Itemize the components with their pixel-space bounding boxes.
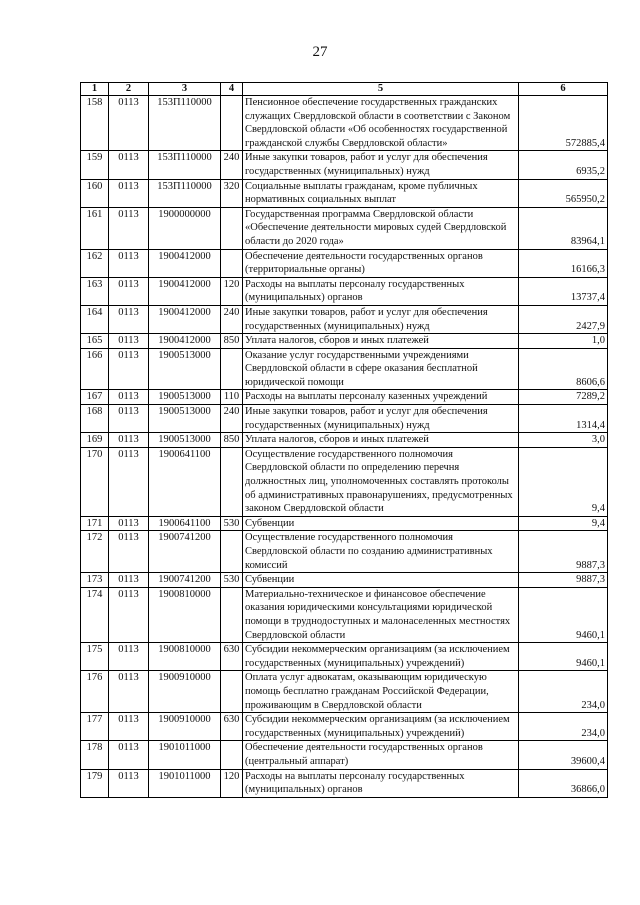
row-number-cell: 164 [81, 305, 109, 333]
expense-type-cell [221, 207, 243, 249]
target-code-cell: 1901011000 [149, 741, 221, 769]
section-code-cell: 0113 [109, 179, 149, 207]
section-code-cell: 0113 [109, 447, 149, 516]
expense-type-cell [221, 741, 243, 769]
row-number-cell: 163 [81, 277, 109, 305]
target-code-cell: 1900741200 [149, 531, 221, 573]
row-number-cell: 159 [81, 151, 109, 179]
table-row [81, 405, 608, 433]
target-code-cell: 1900412000 [149, 277, 221, 305]
table-row [81, 769, 608, 797]
expense-type-cell: 240 [221, 151, 243, 179]
amount-cell: 9887,3 [519, 573, 608, 588]
row-number-cell: 169 [81, 433, 109, 448]
table-row [81, 643, 608, 671]
header-cell-section-code: 2 [109, 83, 149, 96]
table-row [81, 96, 608, 151]
section-code-cell: 0113 [109, 741, 149, 769]
target-code-cell: 1900412000 [149, 305, 221, 333]
section-code-cell: 0113 [109, 151, 149, 179]
header-cell-expense-type: 4 [221, 83, 243, 96]
section-code-cell: 0113 [109, 671, 149, 713]
section-code-cell: 0113 [109, 348, 149, 390]
target-code-cell: 1900910000 [149, 671, 221, 713]
description-cell: Расходы на выплаты персоналу государственных (муниципальных) органов [243, 769, 519, 797]
row-number-cell: 178 [81, 741, 109, 769]
section-code-cell: 0113 [109, 207, 149, 249]
section-code-cell: 0113 [109, 277, 149, 305]
description-cell: Осуществление государственного полномочия Свердловской области по созданию административных комиссий [243, 531, 519, 573]
description-cell: Субвенции [243, 516, 519, 531]
expense-type-cell [221, 348, 243, 390]
row-number-cell: 177 [81, 713, 109, 741]
table-header-row [81, 83, 608, 96]
expense-type-cell: 850 [221, 334, 243, 349]
amount-cell: 13737,4 [519, 277, 608, 305]
target-code-cell: 1900513000 [149, 390, 221, 405]
description-cell: Иные закупки товаров, работ и услуг для обеспечения государственных (муниципальных) нужд [243, 405, 519, 433]
expense-type-cell [221, 249, 243, 277]
description-cell: Расходы на выплаты персоналу государственных (муниципальных) органов [243, 277, 519, 305]
header-cell-row-number: 1 [81, 83, 109, 96]
table-row [81, 516, 608, 531]
target-code-cell: 1900412000 [149, 249, 221, 277]
expense-type-cell: 240 [221, 405, 243, 433]
amount-cell: 36866,0 [519, 769, 608, 797]
description-cell: Субсидии некоммерческим организациям (за исключением государственных (муниципальных) учреждений) [243, 643, 519, 671]
amount-cell: 234,0 [519, 671, 608, 713]
description-cell: Уплата налогов, сборов и иных платежей [243, 334, 519, 349]
description-cell: Пенсионное обеспечение государственных гражданских служащих Свердловской области в соответствии с Законом Свердловской области «Об особенностях государственной гражданской службы Свердловской области» [243, 96, 519, 151]
expense-type-cell: 120 [221, 769, 243, 797]
amount-cell: 9460,1 [519, 587, 608, 642]
table-row [81, 334, 608, 349]
table-row [81, 207, 608, 249]
page-number: 27 [312, 44, 328, 60]
section-code-cell: 0113 [109, 713, 149, 741]
row-number-cell: 170 [81, 447, 109, 516]
expense-type-cell [221, 96, 243, 151]
table-row [81, 671, 608, 713]
table-row [81, 713, 608, 741]
table-row [81, 531, 608, 573]
section-code-cell: 0113 [109, 531, 149, 573]
target-code-cell: 153П110000 [149, 96, 221, 151]
table-row [81, 573, 608, 588]
row-number-cell: 158 [81, 96, 109, 151]
row-number-cell: 175 [81, 643, 109, 671]
description-cell: Уплата налогов, сборов и иных платежей [243, 433, 519, 448]
target-code-cell: 1900741200 [149, 573, 221, 588]
amount-cell: 2427,9 [519, 305, 608, 333]
amount-cell: 565950,2 [519, 179, 608, 207]
target-code-cell: 1900000000 [149, 207, 221, 249]
amount-cell: 39600,4 [519, 741, 608, 769]
expense-type-cell: 630 [221, 713, 243, 741]
expense-type-cell: 850 [221, 433, 243, 448]
target-code-cell: 1901011000 [149, 769, 221, 797]
target-code-cell: 1900641100 [149, 516, 221, 531]
table-row [81, 587, 608, 642]
target-code-cell: 1900910000 [149, 713, 221, 741]
section-code-cell: 0113 [109, 249, 149, 277]
description-cell: Субвенции [243, 573, 519, 588]
row-number-cell: 160 [81, 179, 109, 207]
target-code-cell: 1900412000 [149, 334, 221, 349]
amount-cell: 9,4 [519, 447, 608, 516]
row-number-cell: 171 [81, 516, 109, 531]
expense-type-cell [221, 531, 243, 573]
expense-type-cell [221, 447, 243, 516]
header-cell-amount: 6 [519, 83, 608, 96]
section-code-cell: 0113 [109, 587, 149, 642]
expense-type-cell: 530 [221, 573, 243, 588]
section-code-cell: 0113 [109, 334, 149, 349]
row-number-cell: 167 [81, 390, 109, 405]
amount-cell: 9460,1 [519, 643, 608, 671]
section-code-cell: 0113 [109, 305, 149, 333]
amount-cell: 9887,3 [519, 531, 608, 573]
amount-cell: 16166,3 [519, 249, 608, 277]
table-row [81, 741, 608, 769]
expense-type-cell: 530 [221, 516, 243, 531]
target-code-cell: 153П110000 [149, 179, 221, 207]
expense-type-cell: 120 [221, 277, 243, 305]
amount-cell: 9,4 [519, 516, 608, 531]
table-row [81, 447, 608, 516]
target-code-cell: 1900810000 [149, 587, 221, 642]
table-row [81, 277, 608, 305]
target-code-cell: 1900513000 [149, 433, 221, 448]
description-cell: Государственная программа Свердловской области «Обеспечение деятельности мировых судей Свердловской области до 2020 года» [243, 207, 519, 249]
amount-cell: 3,0 [519, 433, 608, 448]
section-code-cell: 0113 [109, 516, 149, 531]
row-number-cell: 162 [81, 249, 109, 277]
row-number-cell: 179 [81, 769, 109, 797]
table-row [81, 348, 608, 390]
description-cell: Социальные выплаты гражданам, кроме публичных нормативных социальных выплат [243, 179, 519, 207]
expense-type-cell: 320 [221, 179, 243, 207]
amount-cell: 1314,4 [519, 405, 608, 433]
target-code-cell: 1900513000 [149, 405, 221, 433]
table-row [81, 249, 608, 277]
row-number-cell: 161 [81, 207, 109, 249]
description-cell: Материально-техническое и финансовое обеспечение оказания юридическими консультациями юридической помощи в труднодоступных и малонаселенных местностях Свердловской области [243, 587, 519, 642]
expense-type-cell [221, 587, 243, 642]
budget-table [80, 82, 608, 798]
amount-cell: 572885,4 [519, 96, 608, 151]
expense-type-cell [221, 671, 243, 713]
row-number-cell: 173 [81, 573, 109, 588]
header-cell-description: 5 [243, 83, 519, 96]
section-code-cell: 0113 [109, 390, 149, 405]
section-code-cell: 0113 [109, 405, 149, 433]
amount-cell: 7289,2 [519, 390, 608, 405]
expense-type-cell: 630 [221, 643, 243, 671]
description-cell: Иные закупки товаров, работ и услуг для обеспечения государственных (муниципальных) нужд [243, 305, 519, 333]
section-code-cell: 0113 [109, 643, 149, 671]
description-cell: Субсидии некоммерческим организациям (за исключением государственных (муниципальных) учреждений) [243, 713, 519, 741]
description-cell: Расходы на выплаты персоналу казенных учреждений [243, 390, 519, 405]
row-number-cell: 168 [81, 405, 109, 433]
section-code-cell: 0113 [109, 433, 149, 448]
amount-cell: 6935,2 [519, 151, 608, 179]
amount-cell: 8606,6 [519, 348, 608, 390]
expense-type-cell: 240 [221, 305, 243, 333]
target-code-cell: 1900810000 [149, 643, 221, 671]
section-code-cell: 0113 [109, 573, 149, 588]
amount-cell: 234,0 [519, 713, 608, 741]
description-cell: Оказание услуг государственными учреждениями Свердловской области в сфере оказания бесплатной юридической помощи [243, 348, 519, 390]
target-code-cell: 1900513000 [149, 348, 221, 390]
target-code-cell: 153П110000 [149, 151, 221, 179]
row-number-cell: 166 [81, 348, 109, 390]
description-cell: Осуществление государственного полномочия Свердловской области по определению перечня должностных лиц, уполномоченных составлять протоколы об административных правонарушениях, предусмотренных законом Свердловской области [243, 447, 519, 516]
expense-type-cell: 110 [221, 390, 243, 405]
section-code-cell: 0113 [109, 96, 149, 151]
table-row [81, 305, 608, 333]
row-number-cell: 165 [81, 334, 109, 349]
amount-cell: 1,0 [519, 334, 608, 349]
row-number-cell: 172 [81, 531, 109, 573]
amount-cell: 83964,1 [519, 207, 608, 249]
target-code-cell: 1900641100 [149, 447, 221, 516]
row-number-cell: 176 [81, 671, 109, 713]
section-code-cell: 0113 [109, 769, 149, 797]
table-row [81, 151, 608, 179]
header-cell-target-code: 3 [149, 83, 221, 96]
table-row [81, 433, 608, 448]
description-cell: Оплата услуг адвокатам, оказывающим юридическую помощь бесплатно гражданам Российской Федерации, проживающим в Свердловской области [243, 671, 519, 713]
row-number-cell: 174 [81, 587, 109, 642]
description-cell: Обеспечение деятельности государственных органов (территориальные органы) [243, 249, 519, 277]
table-row [81, 390, 608, 405]
description-cell: Обеспечение деятельности государственных органов (центральный аппарат) [243, 741, 519, 769]
description-cell: Иные закупки товаров, работ и услуг для обеспечения государственных (муниципальных) нужд [243, 151, 519, 179]
table-row [81, 179, 608, 207]
